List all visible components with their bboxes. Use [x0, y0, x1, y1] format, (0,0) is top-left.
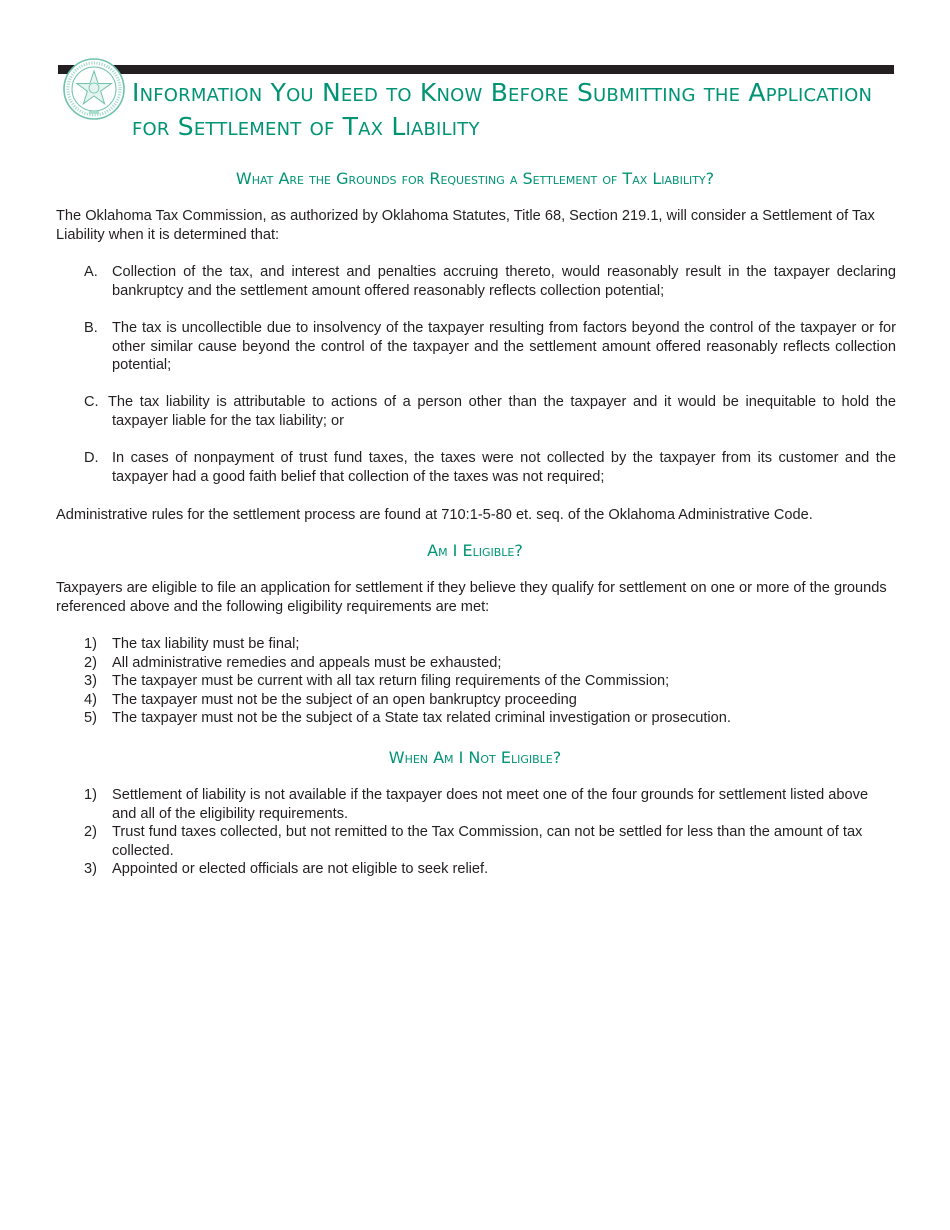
list-marker: B.: [84, 320, 98, 336]
list-item-text: The tax is uncollectible due to insolvency of the taxpayer resulting from factors beyond the control of the taxpayer or for other similar cause beyond the control of the taxpayer and the settlement amount offered reasonably reflects collection potential;: [112, 320, 896, 374]
list-item-text: Settlement of liability is not available if the taxpayer does not meet one of the four grounds for settlement listed above and all of the eligibility requirements.: [112, 787, 869, 822]
list-marker: 4): [84, 691, 97, 708]
list-item-text: All administrative remedies and appeals must be exhausted;: [112, 654, 502, 671]
list-item-text: Appointed or elected officials are not eligible to seek relief.: [112, 861, 489, 878]
list-item-text: The taxpayer must not be the subject of an open bankruptcy proceeding: [112, 691, 577, 708]
list-marker: 3): [84, 673, 97, 690]
list-item: [84, 786, 896, 823]
list-item: [84, 672, 896, 691]
list-marker: 1): [84, 636, 97, 652]
page-title: Information You Need to Know Before Submitting the Application for Settlement of Tax Liability: [132, 78, 873, 141]
grounds-item-d: [84, 449, 896, 486]
list-item-text: In cases of nonpayment of trust fund taxes, the taxes were not collected by the taxpayer from its customer and the taxpayer had a good faith belief that collection of the taxes was not required;: [112, 450, 896, 485]
list-marker: 3): [84, 861, 97, 878]
eligibility-requirements-list: [84, 635, 896, 728]
state-seal-icon: [62, 57, 126, 121]
list-item: [84, 860, 896, 879]
list-item: [84, 654, 896, 673]
list-marker: D.: [84, 450, 99, 466]
list-marker: 2): [84, 824, 97, 841]
list-marker: A.: [84, 264, 98, 280]
not-eligible-heading: When Am I Not Eligible?: [388, 748, 562, 767]
not-eligible-list: [84, 786, 896, 879]
list-item-text: The taxpayer must not be the subject of a State tax related criminal investigation or prosecution.: [112, 710, 731, 727]
list-item: [84, 635, 896, 654]
list-marker: 1): [84, 787, 97, 803]
list-item-text: The tax liability is attributable to actions of a person other than the taxpayer and it would be inequitable to hold the taxpayer liable for the tax liability; or: [108, 394, 896, 429]
list-item: [84, 709, 896, 728]
eligible-heading: Am I Eligible?: [427, 541, 523, 560]
grounds-intro: The Oklahoma Tax Commission, as authorized by Oklahoma Statutes, Title 68, Section 219.1, will consider a Settlement of Tax Liability when it is determined that:: [56, 208, 875, 243]
eligible-intro: Taxpayers are eligible to file an application for settlement if they believe they qualify for settlement on one or more of the grounds referenced above and the following eligibility requirements are met:: [56, 580, 887, 615]
list-item: [84, 691, 896, 710]
list-item-text: The taxpayer must be current with all tax return filing requirements of the Commission;: [112, 673, 670, 690]
grounds-item-c: [84, 393, 896, 430]
grounds-item-b: [84, 319, 896, 375]
grounds-heading: What Are the Grounds for Requesting a Settlement of Tax Liability?: [235, 169, 715, 188]
list-marker: 2): [84, 654, 97, 671]
list-marker: C.: [84, 394, 99, 410]
list-item-text: Collection of the tax, and interest and penalties accruing thereto, would reasonably result in the taxpayer declaring bankruptcy and the settlement amount offered reasonably reflects collection potential;: [112, 264, 896, 299]
list-marker: 5): [84, 710, 97, 727]
grounds-footer-note: Administrative rules for the settlement process are found at 710:1-5-80 et. seq. of the Oklahoma Administrative Code.: [56, 507, 813, 523]
header-rule: [58, 65, 894, 74]
list-item: [84, 823, 896, 860]
list-item-text: Trust fund taxes collected, but not remitted to the Tax Commission, can not be settled for less than the amount of tax collected.: [112, 824, 863, 859]
list-item-text: The tax liability must be final;: [112, 636, 300, 652]
grounds-item-a: [84, 263, 896, 300]
